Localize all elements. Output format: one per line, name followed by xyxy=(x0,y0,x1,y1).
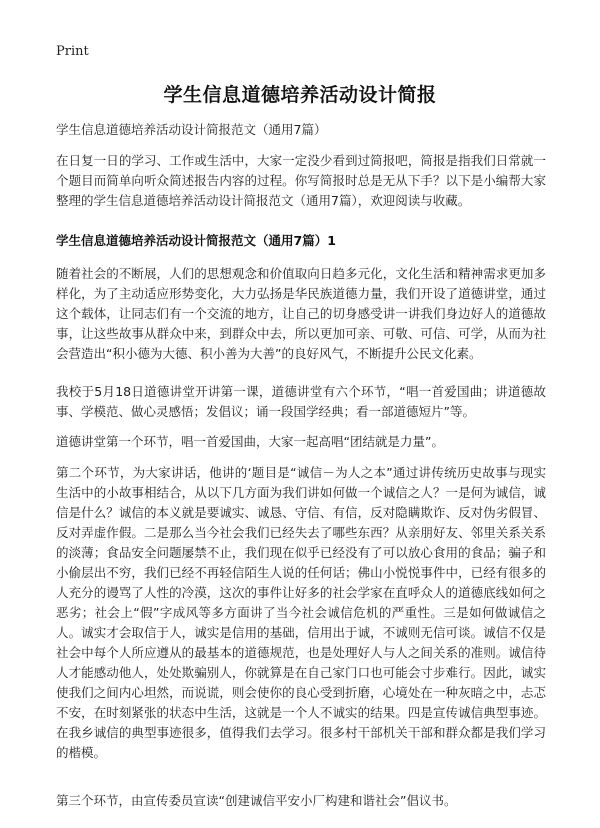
print-link[interactable]: Print xyxy=(56,44,89,59)
intro-paragraph: 在日复一日的学习、工作或生活中，大家一定没少看到过简报吧，简报是指我们日常就一个题目而简单向听众简述报告内容的过程。你写简报时总是无从下手？以下是小编帮大家整理的学生信息道德培养活动设计简报范文（通用7篇），欢迎阅读与收藏。 xyxy=(56,153,546,208)
document-subtitle: 学生信息道德培养活动设计简报范文（通用7篇） xyxy=(56,122,327,137)
body-paragraph: 第二个环节，为大家讲话，他讲的‘题目是“诚信－为人之本”通过讲传统历史故事与现实生活中的小故事相结合，从以下几方面为我们讲如何做一个诚信之人？一是何为诚信，诚信是什么？诚信的本义就是要诚实、诚恳、守信、有信，反对隐瞒欺诈、反对伪劣假冒、反对弄虚作假。二是那么当今社会我们已经失去了哪些东西？从亲朋好友、邻里关系关系的淡薄；食品安全问题屡禁不止，我们现在似乎已经没有了可以放心食用的食品；骗子和小偷层出不穷，我们已经不再轻信陌生人说的任何话；佛山小悦悦事件中，已经有很多的人充分的谩骂了人性的冷漠，这次的事件让好多的社会学家在直呼众人的道德底线如何之恶劣；社会上“假”字成风等多方面讲了当今社会诚信危机的严重性。三是如何做诚信之人。诚实才会取信于人，诚实是信用的基础，信用出于诚，不诚则无信可谈。诚信不仅是社会中每个人所应遵从的最基本的道德规范，也是处理好人与人之间关系的准则。诚信待人才能感动他人，处处欺骗别人，你就算是在自己家门口也可能会寸步难行。因此，诚实使我们之间内心坦然，而说谎，则会使你的良心受到折磨，心境处在一种灰暗之中，忐忑不安，在时刻紧张的状态中生活，这就是一个人不诚实的结果。四是宣传诚信典型事迹。在我乡诚信的典型事迹很多，值得我们去学习。很多村干部机关干部和群众都是我们学习的楷模。 xyxy=(56,465,546,760)
body-paragraph: 随着社会的不断展，人们的思想观念和价值取向日趋多元化，文化生活和精神需求更加多样化，为了主动适应形势变化，大力弘扬是华民族道德力量，我们开设了道德讲堂，通过这个载体，让同志们有一个交流的地方，让自己的切身感受讲一讲我们身边好人的道德故事，让这些故事从群众中来，到群众中去，所以更加可亲、可敬、可信、可学，从而为社会营造出“积小德为大德、积小善为大善”的良好风气，不断提升公民文化素。 xyxy=(56,266,546,361)
body-paragraph: 道德讲堂第一个环节，唱一首爱国曲，大家一起高唱“团结就是力量”。 xyxy=(56,434,444,449)
page-title: 学生信息道德培养活动设计简报 xyxy=(163,84,437,106)
body-paragraph: 第三个环节，由宣传委员宣读“创建诚信平安小厂构建和谐社会”倡议书。 xyxy=(56,793,457,808)
body-paragraph: 我校于5月18日道德讲堂开讲第一课，道德讲堂有六个环节，“唱一首爱国曲；讲道德故事、学模范、做心灵感悟；发倡议；诵一段国学经典；看一部道德短片”等。 xyxy=(56,384,546,419)
section-heading: 学生信息道德培养活动设计简报范文（通用7篇）1 xyxy=(56,233,336,248)
